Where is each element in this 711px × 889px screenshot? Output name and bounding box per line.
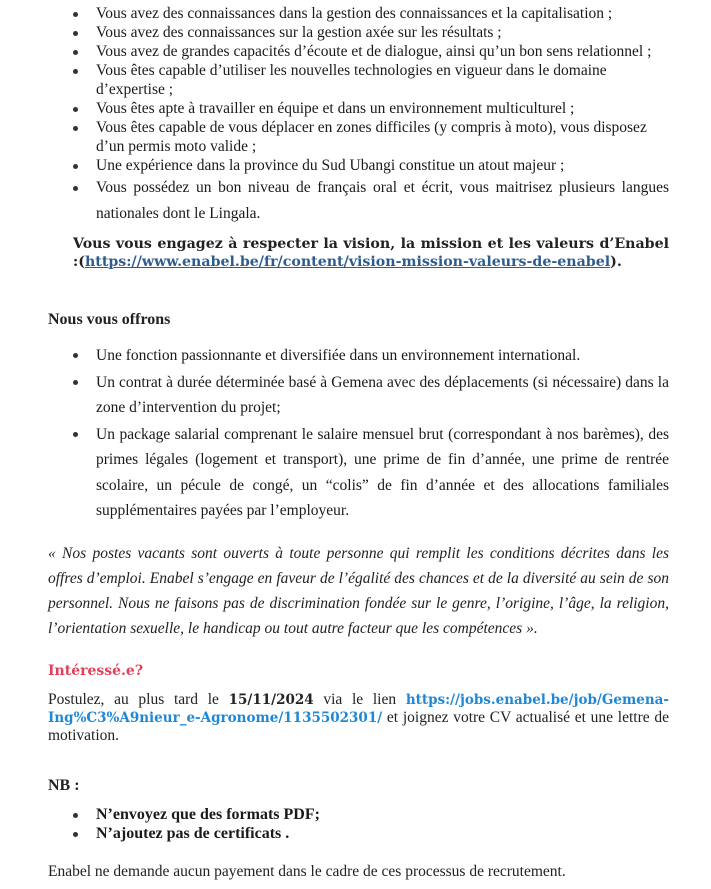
bullet-icon <box>73 31 78 36</box>
apply-heading: Intéressé.e? <box>48 663 144 679</box>
list-item: Vous avez des connaissances dans la gestion des connaissances et la capitalisation ; <box>0 4 711 23</box>
bullet-icon <box>73 432 78 437</box>
bullet-icon <box>73 380 78 385</box>
bullet-icon <box>73 832 78 837</box>
list-item: Une fonction passionnante et diversifiée dans un environnement international. <box>0 343 711 369</box>
nb-list <box>0 805 711 843</box>
offer-heading: Nous vous offrons <box>48 311 171 328</box>
bullet-icon <box>73 107 78 112</box>
bullet-icon <box>73 12 78 17</box>
vision-link[interactable]: https://www.enabel.be/fr/content/vision-mission-valeurs-de-enabel <box>84 253 611 270</box>
list-item: Un contrat à durée déterminée basé à Gemena avec des déplacements (si nécessaire) dans la zone d’intervention du projet; <box>0 370 711 421</box>
list-item: N’envoyez que des formats PDF; <box>0 805 711 824</box>
job-link[interactable]: https://jobs.enabel.be/job/Gemena-Ing%C3%A9nieur_e-Agronome/1135502301/ <box>48 692 669 726</box>
list-item: Vous avez de grandes capacités d’écoute et de dialogue, ainsi qu’un bon sens relationnel ; <box>0 42 711 61</box>
bullet-icon <box>73 50 78 55</box>
apply-instructions: Postulez, au plus tard le 15/11/2024 via le lien https://jobs.enabel.be/job/Gemena-Ing%C3%A9nieur_e-Agronome/1135502301/ et joignez votre CV actualisé et une lettre de motivation. <box>48 691 669 744</box>
bullet-icon <box>73 186 78 191</box>
list-item: Une expérience dans la province du Sud Ubangi constitue un atout majeur ; <box>0 156 711 175</box>
deadline-date: 15/11/2024 <box>228 692 314 708</box>
list-item: Vous avez des connaissances sur la gestion axée sur les résultats ; <box>0 23 711 42</box>
bullet-icon <box>73 164 78 169</box>
list-item: Vous possédez un bon niveau de français oral et écrit, vous maitrisez plusieurs langues nationales dont le Lingala. <box>0 175 711 227</box>
nb-heading: NB : <box>48 777 80 794</box>
bullet-icon <box>73 813 78 818</box>
requirements-list <box>0 4 711 227</box>
bullet-icon <box>73 69 78 74</box>
bullet-icon <box>73 126 78 131</box>
list-item: Un package salarial comprenant le salaire mensuel brut (correspondant à nos barèmes), des primes légales (logement et transport), une prime de fin d’année, une prime de rentrée scolaire, un pécule de congé, un “colis” de fin d’année et des allocations familiales supplémentaires payées par l’employeur. <box>0 422 711 524</box>
footer-note: Enabel ne demande aucun payement dans le cadre de ces processus de recrutement. <box>48 863 566 880</box>
list-item: Vous êtes capable d’utiliser les nouvelles technologies en vigueur dans le domaine d’expertise ; <box>0 61 711 99</box>
vision-statement: Vous vous engagez à respecter la vision, la mission et les valeurs d’Enabel :(https://www.enabel.be/fr/content/vision-mission-valeurs-de-enabel). <box>73 236 669 270</box>
list-item: Vous êtes capable de vous déplacer en zones difficiles (y compris à moto), vous disposez d’un permis moto valide ; <box>0 118 711 156</box>
offer-list <box>0 343 711 525</box>
bullet-icon <box>73 353 78 358</box>
list-item: Vous êtes apte à travailler en équipe et dans un environnement multiculturel ; <box>0 99 711 118</box>
list-item: N’ajoutez pas de certificats . <box>0 824 711 843</box>
diversity-statement: « Nos postes vacants sont ouverts à toute personne qui remplit les conditions décrites dans les offres d’emploi. Enabel s’engage en faveur de l’égalité des chances et de la diversité au sein de son personnel. Nous ne faisons pas de discrimination fondée sur le genre, l’origine, l’âge, la religion, l’orientation sexuelle, le handicap ou tout autre facteur que les compétences ». <box>48 545 669 637</box>
